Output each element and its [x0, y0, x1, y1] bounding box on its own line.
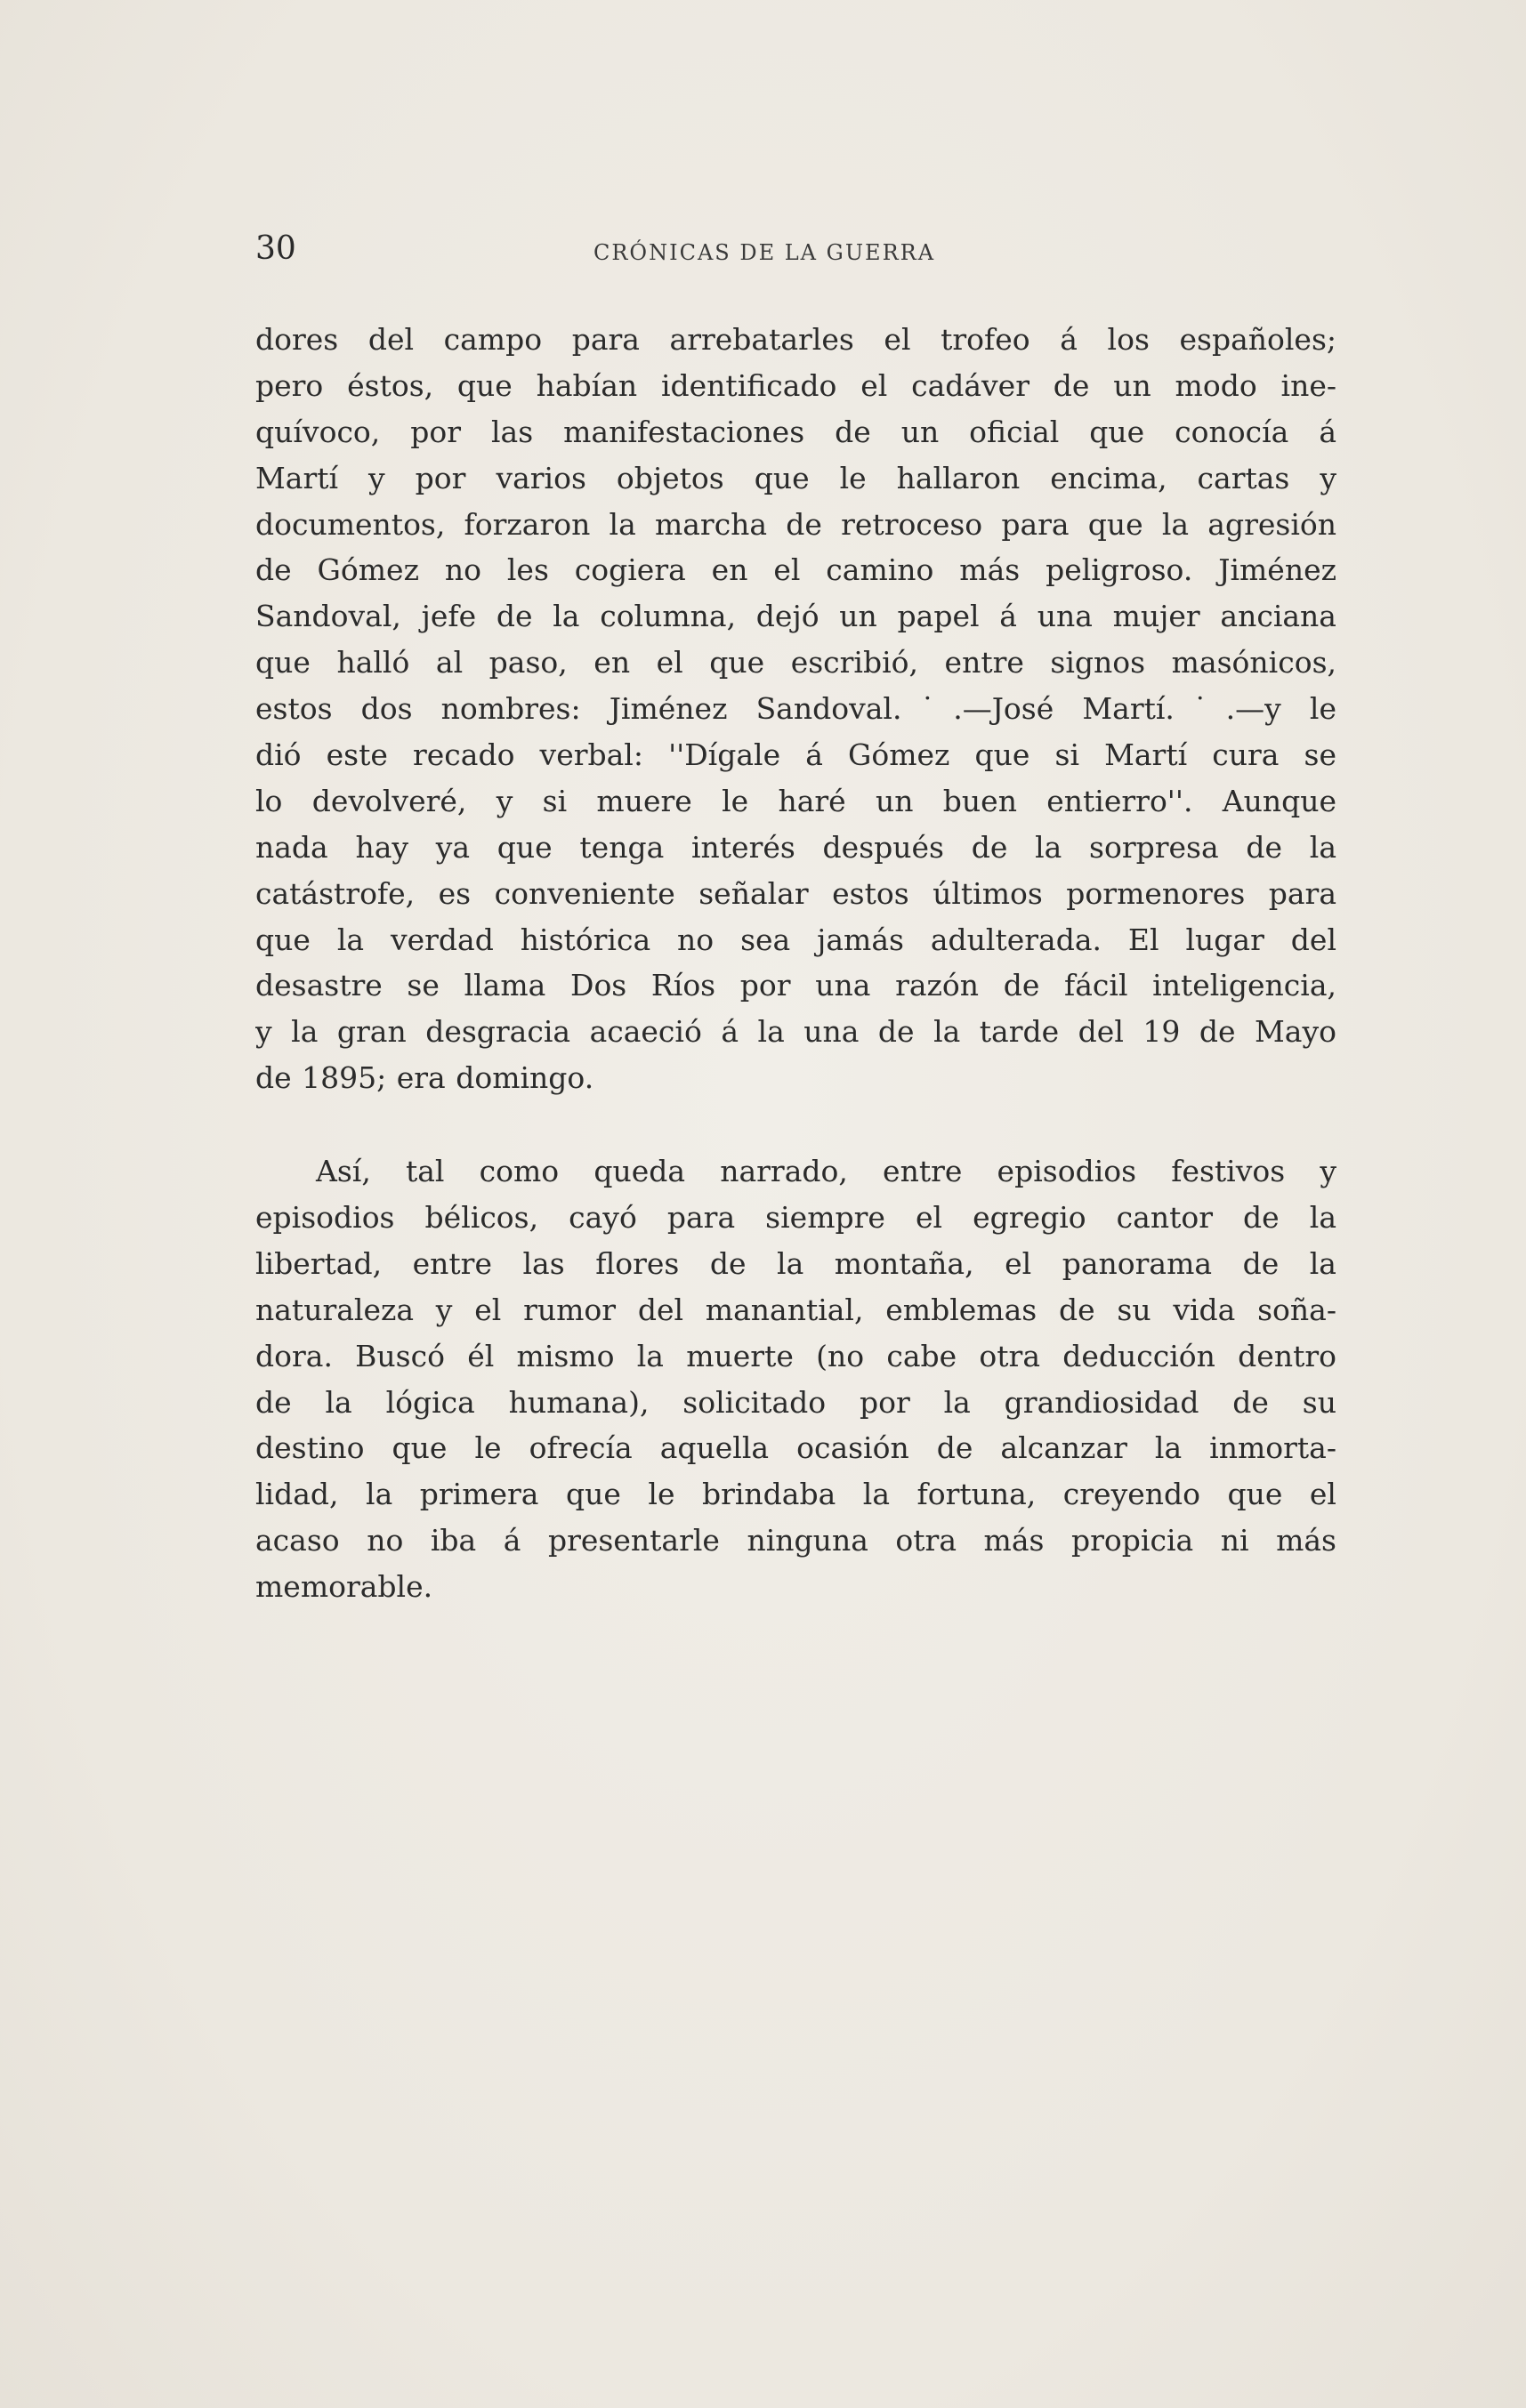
text-line: episodios bélicos, cayó para siempre el egregio cantor de la — [255, 1200, 1336, 1236]
text-line: nada hay ya que tenga interés después de la sorpresa de la — [255, 829, 1336, 865]
text-line: Así, tal como queda narrado, entre episodios festivos y — [316, 1154, 1336, 1189]
text-line: dió este recado verbal: ''Dígale á Gómez que si Martí cura se — [255, 737, 1336, 773]
text-line: de Gómez no les cogiera en el camino más peligroso. Jiménez — [255, 552, 1336, 588]
text-line: pero éstos, que habían identificado el cadáver de un modo ine- — [255, 367, 1336, 403]
text-line: desastre se llama Dos Ríos por una razón de fácil inteligencia, — [255, 968, 1336, 1003]
text-line: libertad, entre las flores de la montaña, el panorama de la — [255, 1245, 1336, 1281]
running-head: CRÓNICAS DE LA GUERRA — [593, 240, 936, 265]
text-line: que la verdad histórica no sea jamás adulterada. El lugar del — [255, 922, 1336, 957]
text-line: documentos, forzaron la marcha de retroceso para que la agresión — [255, 506, 1336, 542]
text-line: dores del campo para arrebatarles el trofeo á los españoles; — [255, 322, 1336, 357]
page-header — [255, 227, 1336, 271]
body-text — [255, 317, 1336, 1610]
text-line: acaso no iba á presentarle ninguna otra más propicia ni más — [255, 1523, 1336, 1558]
text-line: Martí y por varios objetos que le hallaron encima, cartas y — [255, 460, 1336, 495]
text-line: Sandoval, jefe de la columna, dejó un papel á una mujer anciana — [255, 599, 1336, 634]
text-line: de la lógica humana), solicitado por la grandiosidad de su — [255, 1384, 1336, 1420]
text-line: memorable. — [255, 1569, 433, 1605]
text-line: que halló al paso, en el que escribió, entre signos masónicos, — [255, 645, 1336, 681]
paragraph-gap — [255, 1101, 1336, 1148]
paragraph-1 — [255, 317, 1336, 1101]
text-line: lo devolveré, y si muere le haré un buen entierro''. Aunque — [255, 783, 1336, 818]
text-line: naturaleza y el rumor del manantial, emblemas de su vida soña- — [255, 1292, 1336, 1327]
text-line: y la gran desgracia acaeció á la una de la tarde del 19 de Mayo — [255, 1014, 1336, 1050]
text-line: quívoco, por las manifestaciones de un oficial que conocía á — [255, 414, 1336, 449]
paragraph-2 — [255, 1148, 1336, 1610]
text-line: estos dos nombres: Jiménez Sandoval.˙.—José Martí.˙.—y le — [255, 691, 1336, 727]
page-number: 30 — [255, 230, 296, 267]
text-line: dora. Buscó él mismo la muerte (no cabe otra deducción dentro — [255, 1338, 1336, 1373]
text-line: catástrofe, es conveniente señalar estos últimos pormenores para — [255, 875, 1336, 911]
text-line: de 1895; era domingo. — [255, 1060, 594, 1096]
text-line: lidad, la primera que le brindaba la fortuna, creyendo que el — [255, 1477, 1336, 1512]
text-line: destino que le ofrecía aquella ocasión de alcanzar la inmorta- — [255, 1430, 1336, 1466]
